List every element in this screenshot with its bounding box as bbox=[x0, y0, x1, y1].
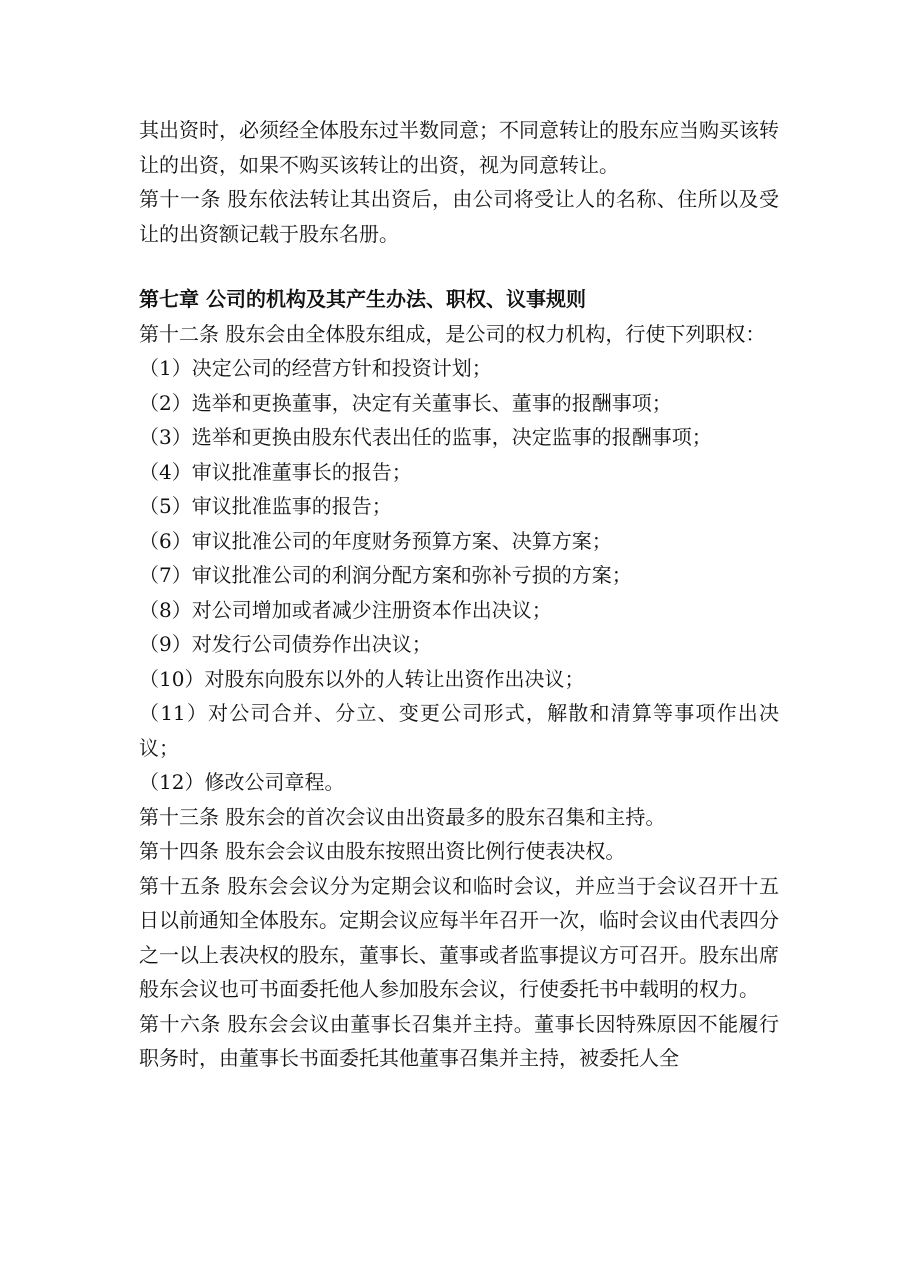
list-item: （10）对股东向股东以外的人转让出资作出决议； bbox=[139, 666, 585, 691]
document-body bbox=[139, 113, 779, 1076]
list-item: （4）审议批准董事长的报告； bbox=[139, 459, 412, 484]
list-item: （12）修改公司章程。 bbox=[139, 770, 345, 794]
list-item: （6）审议批准公司的年度财务预算方案、决算方案； bbox=[139, 528, 612, 553]
article-14: 第十四条 股东会会议由股东按照出资比例行使表决权。 bbox=[139, 839, 626, 863]
list-item: （3）选举和更换由股东代表出任的监事，决定监事的报酬事项； bbox=[139, 425, 712, 449]
list-item: （5）审议批准监事的报告； bbox=[139, 494, 392, 518]
list-item: （11）对公司合并、分立、变更公司形式，解散和清算等事项作出决议； bbox=[139, 701, 779, 760]
list-item: （8）对公司增加或者减少注册资本作出决议； bbox=[139, 597, 552, 622]
list-item: （2）选举和更换董事，决定有关董事长、董事的报酬事项； bbox=[139, 390, 672, 415]
paragraph-transfer-consent: 其出资时，必须经全体股东过半数同意；不同意转让的股东应当购买该转让的出资，如果不购买该转让的出资，视为同意转让。 bbox=[139, 118, 779, 177]
article-12-intro: 第十二条 股东会由全体股东组成，是公司的权力机构，行使下列职权： bbox=[139, 321, 766, 346]
chapter-7-heading: 第七章 公司的机构及其产生办法、职权、议事规则 bbox=[139, 287, 586, 311]
shareholder-powers-list bbox=[139, 351, 779, 800]
list-item: （7）审议批准公司的利润分配方案和弥补亏损的方案； bbox=[139, 563, 632, 587]
article-13: 第十三条 股东会的首次会议由出资最多的股东召集和主持。 bbox=[139, 804, 666, 829]
article-15: 第十五条 股东会会议分为定期会议和临时会议，并应当于会议召开十五日以前通知全体股东。定期会议应每半年召开一次，临时会议由代表四分之一以上表决权的股东，董事长、董事或者监事提议方可召开。股东出席般东会议也可书面委托他人参加股东会议，行使委托书中载明的权力。 bbox=[139, 873, 779, 1001]
list-item: （9）对发行公司债券作出决议； bbox=[139, 632, 432, 656]
article-16: 第十六条 股东会会议由董事长召集并主持。董事长因特殊原因不能履行职务时，由董事长书面委托其他董事召集并主持，被委托人全 bbox=[139, 1011, 779, 1070]
list-item: （1）决定公司的经营方针和投资计划； bbox=[139, 356, 492, 380]
article-11: 第十一条 股东依法转让其出资后，由公司将受让人的名称、住所以及受让的出资额记载于股东名册。 bbox=[139, 187, 779, 246]
